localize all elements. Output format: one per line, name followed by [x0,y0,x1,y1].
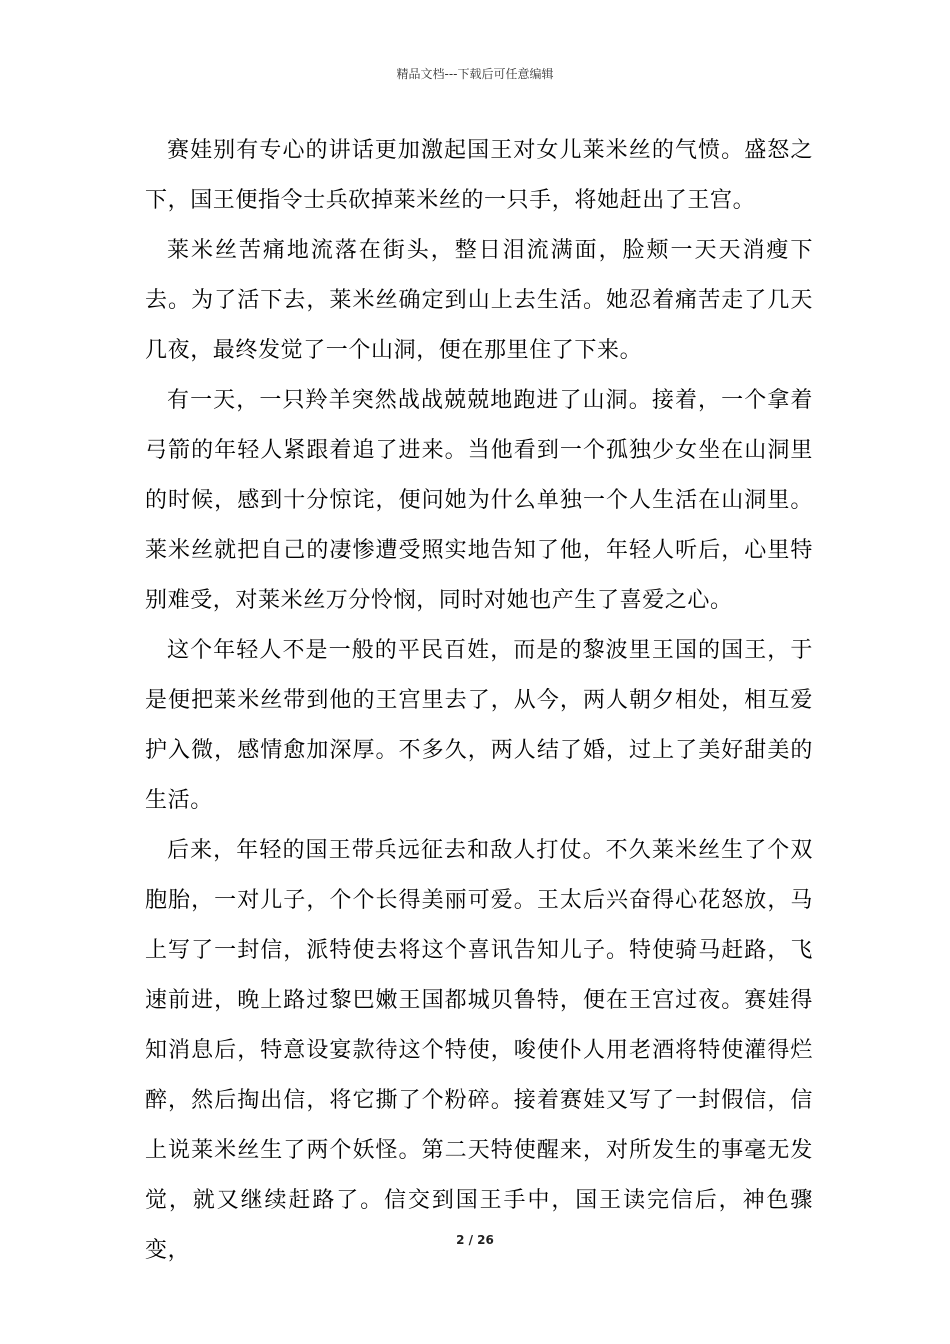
page-header: 精品文档---下载后可任意编辑 [396,67,554,81]
page-number: 2 / 26 [456,1233,494,1247]
paragraph: 后来，年轻的国王带兵远征去和敌人打仗。不久莱米丝生了个双胞胎，一对儿子，个个长得美丽可爱。王太后兴奋得心花怒放，马上写了一封信，派特使去将这个喜讯告知儿子。特使骑马赶路，飞速前进，晚上路过黎巴嫩王国都城贝鲁特，便在王宫过夜。赛娃得知消息后，特意设宴款待这个特使，唆使仆人用老酒将特使灌得烂醉，然后掏出信，将它撕了个粉碎。接着赛娃又写了一封假信，信上说莱米丝生了两个妖怪。第二天特使醒来，对所发生的事毫无发觉，就又继续赶路了。信交到国王手中，国王读完信后，神色骤变， [145,838,813,1263]
paragraph: 莱米丝苦痛地流落在街头，整日泪流满面，脸颊一天天消瘦下去。为了活下去，莱米丝确定到山上去生活。她忍着痛苦走了几天几夜，最终发觉了一个山洞，便在那里住了下来。 [145,238,813,363]
paragraph: 这个年轻人不是一般的平民百姓，而是的黎波里王国的国王，于是便把莱米丝带到他的王宫里去了，从今，两人朝夕相处，相互爱护入微，感情愈加深厚。不多久，两人结了婚，过上了美好甜美的生活。 [145,638,813,813]
paragraph: 赛娃别有专心的讲话更加激起国王对女儿莱米丝的气愤。盛怒之下，国王便指令士兵砍掉莱米丝的一只手，将她赶出了王宫。 [145,138,813,213]
body-text [145,126,813,1276]
paragraph: 有一天，一只羚羊突然战战兢兢地跑进了山洞。接着，一个拿着弓箭的年轻人紧跟着追了进来。当他看到一个孤独少女坐在山洞里的时候，感到十分惊诧，便问她为什么单独一个人生活在山洞里。莱米丝就把自己的凄惨遭受照实地告知了他，年轻人听后，心里特别难受，对莱米丝万分怜悯，同时对她也产生了喜爱之心。 [145,388,813,613]
